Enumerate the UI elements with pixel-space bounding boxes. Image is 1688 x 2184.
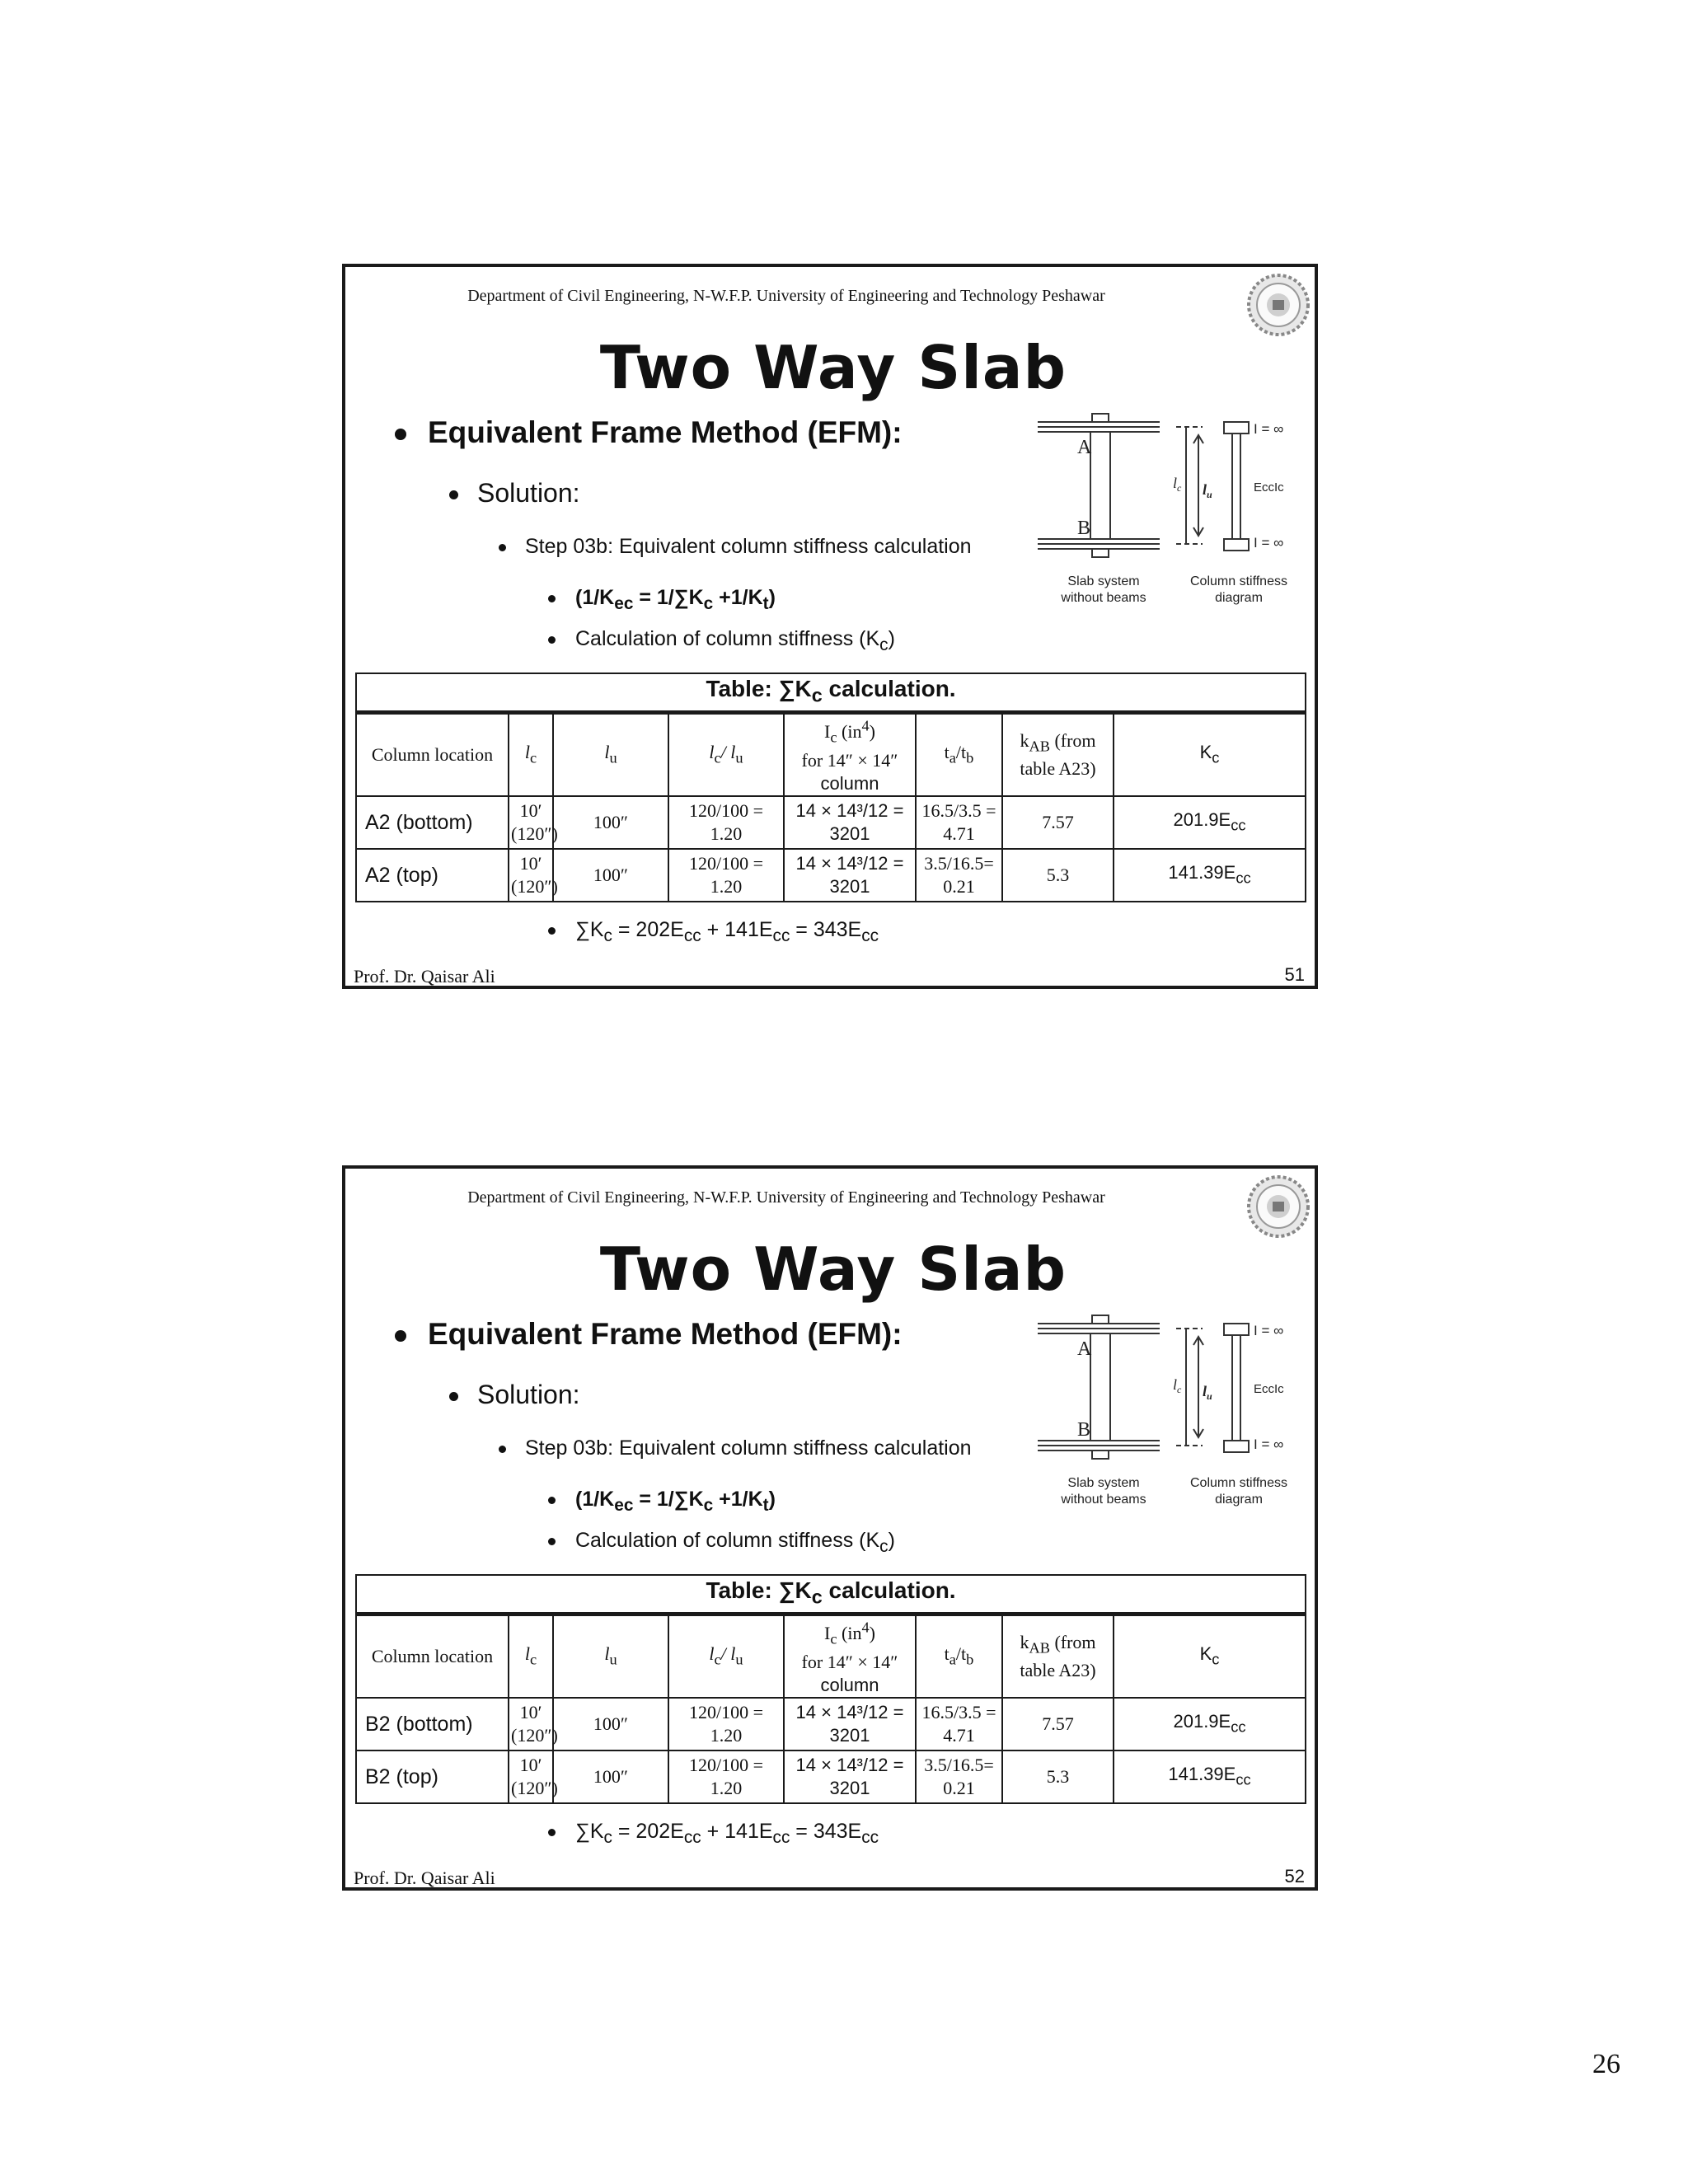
cell-ta-tb: 3.5/16.5= 0.21 — [916, 1750, 1002, 1803]
cell-lc: 10′ (120″) — [509, 796, 553, 849]
bullet-dot — [548, 1538, 556, 1545]
header-kc: $K_c$ — [1114, 1615, 1306, 1698]
header-ta-tb: $t_a/t_b$ — [916, 1615, 1002, 1698]
cell-ratio: 120/100 = 1.20 — [668, 849, 784, 902]
slide-number: 51 — [1284, 964, 1305, 985]
header-kab: $k_{AB}$ (from table A23) — [1002, 1615, 1114, 1698]
cell-column-location: B2 (top) — [356, 1750, 509, 1803]
bullet-level2 — [449, 1380, 580, 1410]
header-lu: $l_u$ — [553, 1615, 668, 1698]
cell-kab: 5.3 — [1002, 1750, 1114, 1803]
cell-ratio: 120/100 = 1.20 — [668, 1750, 784, 1803]
svg-text:lc: $l_c$ — [1173, 475, 1182, 494]
cell-column-location: B2 (bottom) — [356, 1698, 509, 1750]
cell-lu: 100″ — [553, 849, 668, 902]
svg-text:without beams: without beams — [1061, 591, 1146, 605]
cell-column-location: A2 (bottom) — [356, 796, 509, 849]
bullet-level3 — [499, 1436, 972, 1460]
cell-lu: 100″ — [553, 1750, 668, 1803]
table-row — [356, 796, 1306, 849]
bullet-text: Equivalent Frame Method (EFM): — [428, 415, 903, 449]
svg-text:Slab system: Slab system — [1067, 574, 1140, 588]
column-diagram — [1038, 1307, 1310, 1530]
bullet-dot — [499, 1446, 506, 1453]
university-logo-icon — [1245, 272, 1311, 338]
bullet-text: Step 03b: Equivalent column stiffness calculation — [525, 535, 972, 558]
bullet-dot — [548, 595, 556, 602]
cell-ta-tb: 16.5/3.5 = 4.71 — [916, 1698, 1002, 1750]
diagram-label-eccic: EccIc — [1254, 480, 1284, 494]
bullet-text: Solution: — [477, 478, 580, 508]
cell-ratio: 120/100 = 1.20 — [668, 796, 784, 849]
bullet-dot — [395, 1330, 406, 1342]
svg-text:lc: $l_c$ — [1173, 1376, 1182, 1395]
header-kab: $k_{AB}$ (from table A23) — [1002, 713, 1114, 796]
cell-lc: 10′ (120″) — [509, 1750, 553, 1803]
cell-lu: 100″ — [553, 796, 668, 849]
column-diagram — [1038, 405, 1310, 628]
diagram-label-a: A — [1077, 1338, 1092, 1360]
svg-text:Column stiffness: Column stiffness — [1190, 1476, 1287, 1490]
kc-calculation-table — [355, 673, 1306, 902]
cell-ratio: 120/100 = 1.20 — [668, 1698, 784, 1750]
cell-kab: 5.3 — [1002, 849, 1114, 902]
svg-text:diagram: diagram — [1215, 1493, 1263, 1507]
header-lc-lu-ratio: $l_c/$ $l_u$ — [668, 1615, 784, 1698]
bullet-dot — [395, 429, 406, 440]
slide-title: Two Way Slab — [599, 333, 1067, 402]
cell-lu: 100″ — [553, 1698, 668, 1750]
footer-author: Prof. Dr. Qaisar Ali — [354, 966, 495, 987]
header-ta-tb: $t_a/t_b$ — [916, 713, 1002, 796]
header-ic: $I_c$ $(in^4)$ for 14″ × 14″ column — [784, 713, 916, 796]
bullet-level1 — [395, 415, 903, 450]
svg-text:without beams: without beams — [1061, 1493, 1146, 1507]
slide-number: 52 — [1284, 1866, 1305, 1886]
header-lc: $l_c$ — [509, 1615, 553, 1698]
diagram-label-eccic: EccIc — [1254, 1382, 1284, 1396]
header-ic: $I_c$ $(in^4)$ for 14″ × 14″ column — [784, 1615, 916, 1698]
table-header-row — [356, 713, 1306, 796]
kc-calculation-table — [355, 1574, 1306, 1804]
table-row — [356, 1698, 1306, 1750]
cell-kc: $141.39E_{cc}$ — [1114, 849, 1306, 902]
bullet-text: Solution: — [477, 1380, 580, 1409]
cell-ic: 14 × 14³/12 = 3201 — [784, 849, 916, 902]
bullet-dot — [449, 1392, 458, 1401]
svg-text:diagram: diagram — [1215, 591, 1263, 605]
slide1 — [342, 264, 1318, 989]
header-column-location: Column location — [356, 713, 509, 796]
bullet-calc-kc: Calculation of column stiffness $(K_c)$ — [548, 627, 895, 655]
bullet-sum-kc: $\sum K_c = 202E_{cc} + 141E_{cc} = 343E_{cc}$ — [548, 1820, 879, 1848]
table-row — [356, 1750, 1306, 1803]
bullet-dot — [499, 544, 506, 551]
table-header-row — [356, 1615, 1306, 1698]
cell-ic: 14 × 14³/12 = 3201 — [784, 796, 916, 849]
svg-text:Column stiffness: Column stiffness — [1190, 574, 1287, 588]
cell-kab: 7.57 — [1002, 1698, 1114, 1750]
table-row — [356, 849, 1306, 902]
university-logo-icon — [1245, 1174, 1311, 1240]
bullet-dot — [548, 1829, 556, 1836]
cell-kab: 7.57 — [1002, 796, 1114, 849]
cell-ic: 14 × 14³/12 = 3201 — [784, 1698, 916, 1750]
cell-ta-tb: 16.5/3.5 = 4.71 — [916, 796, 1002, 849]
header-column-location: Column location — [356, 1615, 509, 1698]
cell-column-location: A2 (top) — [356, 849, 509, 902]
bullet-stiffness-formula: $(1/K_{ec} = 1/\sum K_c +1/K_t)$ — [548, 1488, 776, 1516]
bullet-level1 — [395, 1317, 903, 1352]
cell-lc: 10′ (120″) — [509, 1698, 553, 1750]
diagram-label-inf-bot: I = ∞ — [1254, 535, 1284, 551]
cell-ic: 14 × 14³/12 = 3201 — [784, 1750, 916, 1803]
cell-kc: $201.9E_{cc}$ — [1114, 796, 1306, 849]
bullet-level3 — [499, 535, 972, 559]
cell-lc: 10′ (120″) — [509, 849, 553, 902]
slide-title: Two Way Slab — [599, 1235, 1067, 1304]
bullet-level2 — [449, 478, 580, 509]
slide-header: Department of Civil Engineering, N-W.F.P. University of Engineering and Technology Peshawar — [467, 1188, 1105, 1207]
header-lc: $l_c$ — [509, 713, 553, 796]
bullet-stiffness-formula: $(1/K_{ec} = 1/\sum K_c +1/K_t)$ — [548, 586, 776, 614]
slide-header: Department of Civil Engineering, N-W.F.P. University of Engineering and Technology Peshawar — [467, 287, 1105, 305]
svg-text:lu: $l_u$ — [1203, 1383, 1212, 1402]
cell-kc: $201.9E_{cc}$ — [1114, 1698, 1306, 1750]
page-number: 26 — [1592, 2049, 1620, 2079]
diagram-label-inf-top: I = ∞ — [1254, 421, 1284, 437]
bullet-text: Step 03b: Equivalent column stiffness calculation — [525, 1436, 972, 1460]
bullet-dot — [548, 1497, 556, 1504]
table-caption: Table: $\sum K_c$ calculation. — [356, 1575, 1306, 1615]
bullet-dot — [449, 490, 458, 499]
table-caption: Table: $\sum K_c$ calculation. — [356, 673, 1306, 713]
diagram-label-a: A — [1077, 437, 1092, 458]
diagram-label-inf-bot: I = ∞ — [1254, 1436, 1284, 1452]
bullet-dot — [548, 927, 556, 935]
bullet-calc-kc: Calculation of column stiffness $(K_c)$ — [548, 1529, 895, 1557]
diagram-label-b: B — [1077, 1419, 1091, 1441]
header-lc-lu-ratio: $l_c/$ $l_u$ — [668, 713, 784, 796]
bullet-sum-kc: $\sum K_c = 202E_{cc} + 141E_{cc} = 343E_{cc}$ — [548, 918, 879, 946]
footer-author: Prof. Dr. Qaisar Ali — [354, 1868, 495, 1888]
diagram-label-b: B — [1077, 518, 1091, 539]
slide2 — [342, 1165, 1318, 1891]
header-lu: $l_u$ — [553, 713, 668, 796]
diagram-label-inf-top: I = ∞ — [1254, 1323, 1284, 1338]
svg-text:lu: $l_u$ — [1203, 481, 1212, 500]
svg-text:Slab system: Slab system — [1067, 1476, 1140, 1490]
cell-kc: $141.39E_{cc}$ — [1114, 1750, 1306, 1803]
cell-ta-tb: 3.5/16.5= 0.21 — [916, 849, 1002, 902]
header-kc: $K_c$ — [1114, 713, 1306, 796]
bullet-dot — [548, 636, 556, 644]
bullet-text: Equivalent Frame Method (EFM): — [428, 1317, 903, 1351]
